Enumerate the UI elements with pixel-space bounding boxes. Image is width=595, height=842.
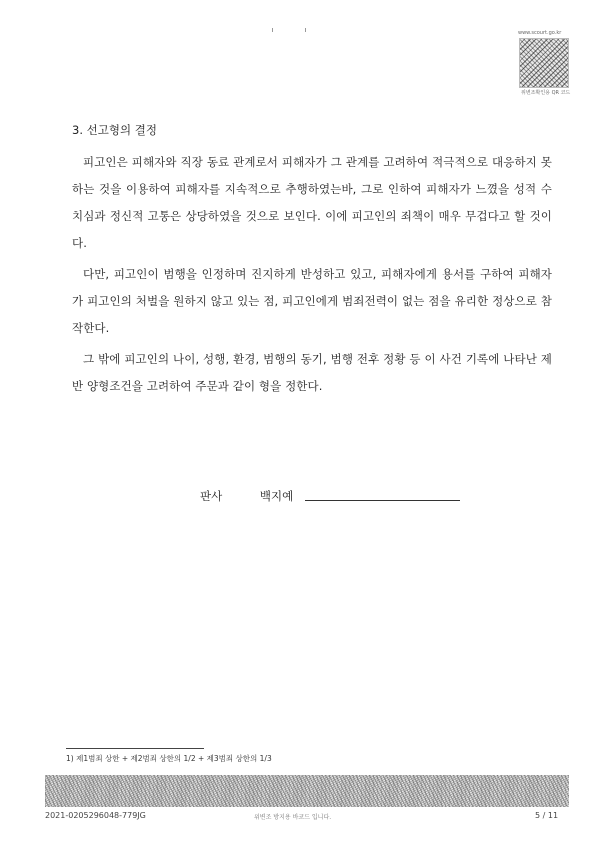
footnote: 1) 제1범죄 상한 + 제2범죄 상한의 1/2 + 제3범죄 상한의 1/3 <box>66 754 272 763</box>
security-barcode <box>45 775 569 807</box>
footnote-divider <box>66 748 204 749</box>
scan-mark <box>305 28 306 32</box>
document-number: 2021-0205296048-779JG <box>45 811 146 820</box>
paragraph: 다만, 피고인이 범행을 인정하며 진지하게 반성하고 있고, 피해자에게 용서를 구하여 피해자가 피고인의 처벌을 원하지 않고 있는 점, 피고인에게 범죄전력이 없는 점을 유리한 정상으로 참작한다. <box>72 267 552 335</box>
footer-note: 위변조 방지용 바코드 입니다. <box>254 814 332 821</box>
section-title: 3. 선고형의 결정 <box>72 123 157 137</box>
paragraph: 피고인은 피해자와 직장 동료 관계로서 피해자가 그 관계를 고려하여 적극적으로 대응하지 못하는 것을 이용하여 피해자를 지속적으로 추행하였는바, 그로 인하여 피해자가 느꼈을 성적 수치심과 정신적 고통은 상당하였을 것으로 보인다. 이에 피고인의 죄책이 매우 무겁다고 할 것이다. <box>72 155 552 250</box>
qr-code-icon <box>519 38 569 88</box>
signature-name: 백지예 <box>259 489 294 503</box>
page-number: 5 / 11 <box>535 811 559 820</box>
paragraph: 그 밖에 피고인의 나이, 성행, 환경, 범행의 동기, 범행 전후 정황 등 이 사건 기록에 나타난 제반 양형조건을 고려하여 주문과 같이 형을 정한다. <box>72 352 552 393</box>
qr-url: www.scourt.go.kr <box>518 30 562 36</box>
signature-line <box>305 500 460 501</box>
signature-role: 판사 <box>200 489 223 503</box>
qr-caption: 위변조확인용 QR 코드 <box>521 90 571 96</box>
signature-block <box>200 488 293 504</box>
scan-mark <box>272 28 273 32</box>
document-body <box>72 122 552 404</box>
